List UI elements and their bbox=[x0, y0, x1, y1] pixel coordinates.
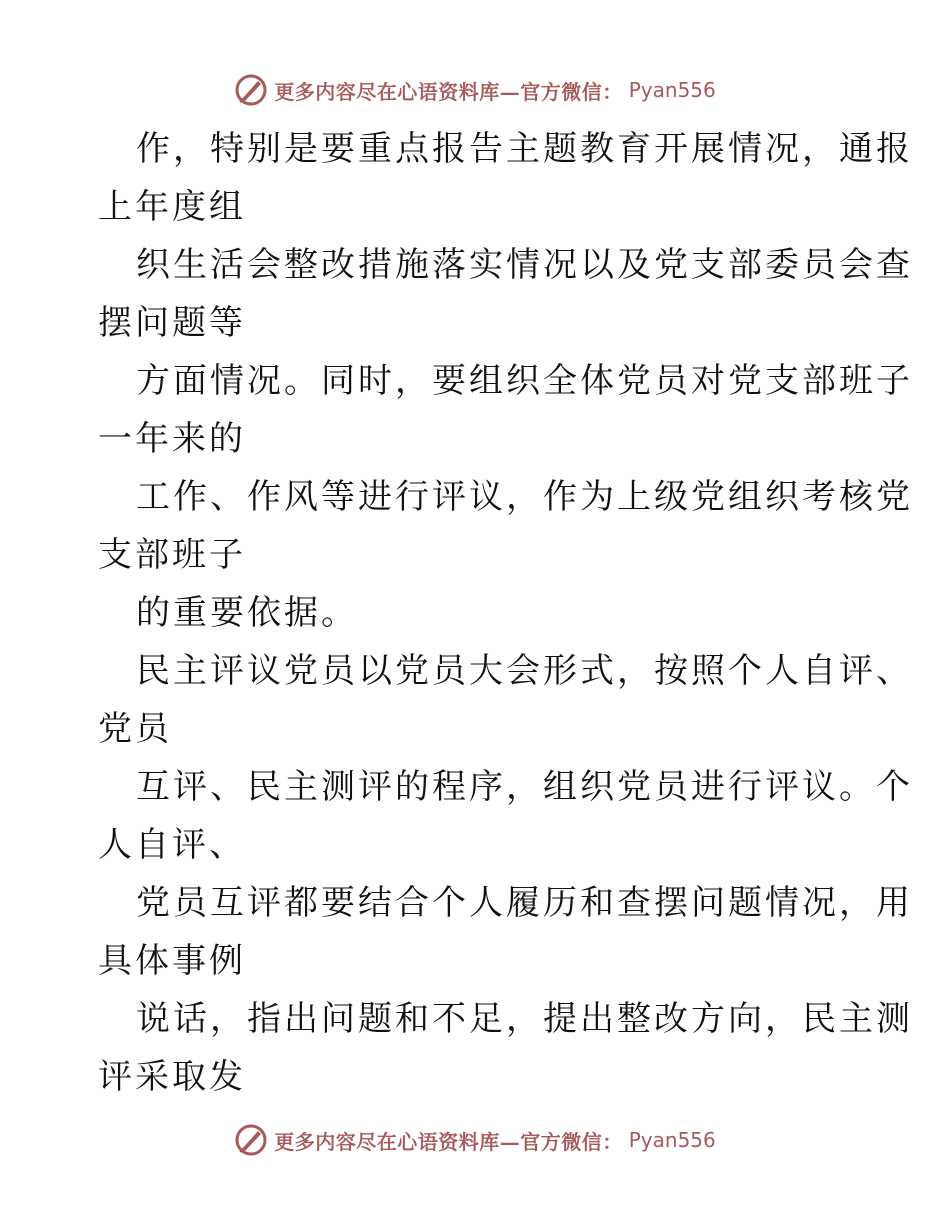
header-banner bbox=[0, 70, 950, 110]
text-line-7 bbox=[98, 758, 913, 874]
text-line-9 bbox=[98, 990, 913, 1106]
text-line-8 bbox=[98, 874, 913, 990]
line-first: 的重要依据。 bbox=[136, 593, 358, 633]
footer-banner-contact: Pyan556 bbox=[628, 1128, 716, 1152]
text-line-1 bbox=[98, 120, 913, 236]
line-rest: 一年来的 bbox=[98, 419, 246, 459]
text-line-4 bbox=[98, 468, 913, 584]
quill-logo-icon bbox=[234, 73, 268, 107]
line-first: 互评、民主测评的程序，组织党员进行评议。个 bbox=[136, 767, 913, 807]
quill-logo-icon bbox=[234, 1123, 268, 1157]
line-rest: 支部班子 bbox=[98, 535, 246, 575]
line-first: 方面情况。同时，要组织全体党员对党支部班子 bbox=[136, 361, 913, 401]
line-first: 工作、作风等进行评议，作为上级党组织考核党 bbox=[136, 477, 913, 517]
line-first: 作，特别是要重点报告主题教育开展情况，通报 bbox=[136, 129, 913, 169]
line-rest: 摆问题等 bbox=[98, 303, 246, 343]
line-rest: 党员 bbox=[98, 709, 172, 749]
document-body bbox=[98, 120, 913, 1106]
line-rest: 评采取发 bbox=[98, 1057, 246, 1097]
footer-banner-text: 更多内容尽在心语资料库—官方微信： bbox=[274, 1129, 623, 1154]
footer-banner bbox=[0, 1120, 950, 1160]
line-rest: 具体事例 bbox=[98, 941, 246, 981]
text-line-2 bbox=[98, 236, 913, 352]
line-rest: 上年度组 bbox=[98, 187, 246, 227]
text-line-5 bbox=[98, 584, 858, 642]
line-first: 说话，指出问题和不足，提出整改方向，民主测 bbox=[136, 999, 913, 1039]
line-first: 织生活会整改措施落实情况以及党支部委员会查 bbox=[136, 245, 913, 285]
line-first: 民主评议党员以党员大会形式，按照个人自评、 bbox=[136, 651, 913, 691]
header-banner-text: 更多内容尽在心语资料库—官方微信： bbox=[274, 79, 623, 104]
text-line-3 bbox=[98, 352, 913, 468]
line-rest: 人自评、 bbox=[98, 825, 246, 865]
line-first: 党员互评都要结合个人履历和查摆问题情况，用 bbox=[136, 883, 913, 923]
text-line-6 bbox=[98, 642, 913, 758]
header-banner-contact: Pyan556 bbox=[628, 78, 716, 102]
